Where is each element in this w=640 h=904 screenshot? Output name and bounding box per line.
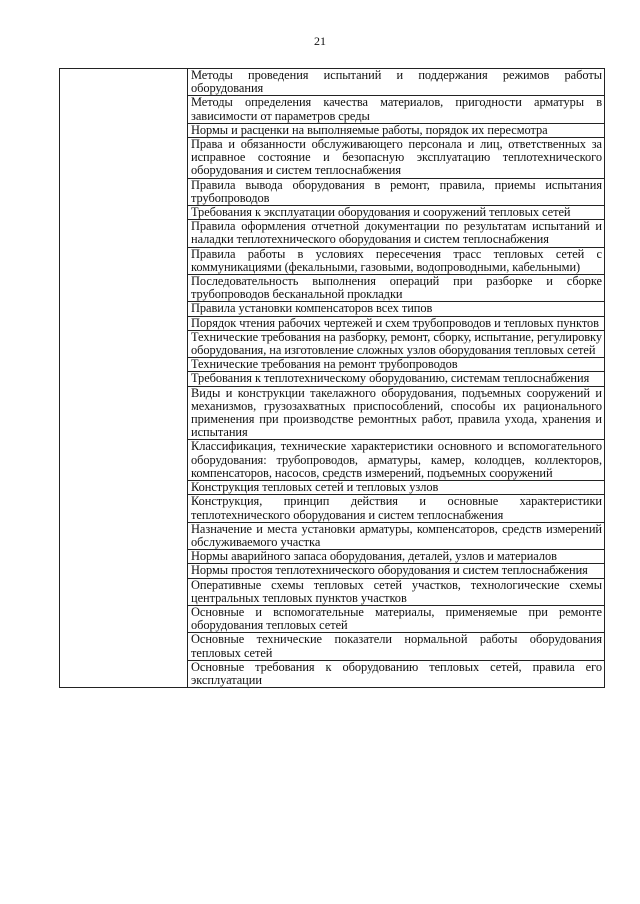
requirement-text: Методы проведения испытаний и поддержания режимов работы оборудования [191,68,602,96]
requirement-text: Основные требования к оборудованию тепловых сетей, правила его эксплуатации [191,659,602,687]
requirement-text: Технические требования на разборку, ремонт, сборку, испытание, регулировку оборудования, на изготовление сложных узлов оборудования тепловых сетей [191,329,602,358]
requirement-text: Правила установки компенсаторов всех типов [191,301,433,316]
requirement-text: Правила работы в условиях пересечения трасс тепловых сетей с коммуникациями (фекальными, газовыми, водопроводными, кабельными) [191,246,602,274]
right-column-cell [188,660,605,687]
right-column-cell [188,138,605,179]
right-column-cell [188,564,605,578]
requirement-text: Требования к эксплуатации оборудования и сооружений тепловых сетей [191,205,571,220]
right-column-cell [188,633,605,660]
requirement-text: Конструкция, принцип действия и основные характеристики теплотехнического оборудования и систем теплоснабжения [191,494,602,522]
requirement-text: Правила вывода оборудования в ремонт, правила, приемы испытания трубопроводов [191,177,602,205]
table-row [60,69,605,96]
requirement-text: Требования к теплотехническому оборудованию, системам теплоснабжения [191,371,590,386]
right-column-cell [188,206,605,220]
requirement-text: Технические требования на ремонт трубопроводов [191,357,458,372]
right-column-cell [188,316,605,330]
right-column-cell [188,550,605,564]
right-column-cell [188,178,605,205]
requirement-text: Виды и конструкции такелажного оборудования, подъемных сооружений и механизмов, грузозахватных приспособлений, способы их рационального применения при производстве ремонтных работ, правила ухода, хранения и испытания [191,385,602,440]
right-column-cell [188,522,605,549]
right-column-cell [188,69,605,96]
requirement-text: Правила оформления отчетной документации по результатам испытаний и наладки теплотехнического оборудования и систем теплоснабжения [191,219,602,247]
requirement-text: Права и обязанности обслуживающего персонала и лиц, ответственных за исправное состояние и безопасную эксплуатацию теплотехнического оборудования и систем теплоснабжения [191,137,602,178]
requirement-text: Конструкция тепловых сетей и тепловых узлов [191,480,439,495]
right-column-cell [188,247,605,274]
requirement-text: Основные и вспомогательные материалы, применяемые при ремонте оборудования тепловых сетей [191,604,602,633]
right-column-cell [188,358,605,372]
requirement-text: Нормы простоя теплотехнического оборудования и систем теплоснабжения [191,563,588,578]
right-column-cell [188,220,605,247]
right-column-cell [188,302,605,316]
right-column-cell [188,330,605,357]
requirement-text: Последовательность выполнения операций при разборке и сборке трубопроводов бесканальной прокладки [191,274,602,302]
right-column-cell [188,495,605,522]
knowledge-table [59,68,605,688]
right-column-cell [188,605,605,632]
right-column-cell [188,372,605,386]
requirement-text: Порядок чтения рабочих чертежей и схем трубопроводов и тепловых пунктов [191,315,599,330]
left-column-cell [60,69,188,688]
right-column-cell [188,481,605,495]
page-number: 21 [314,34,326,48]
requirement-text: Методы определения качества материалов, пригодности арматуры в зависимости от параметров среды [191,95,602,123]
right-column-cell [188,96,605,123]
requirement-text: Нормы аварийного запаса оборудования, деталей, узлов и материалов [191,549,557,564]
knowledge-table-body [60,69,605,688]
requirement-text: Нормы и расценки на выполняемые работы, порядок их пересмотра [191,122,548,137]
requirement-text: Оперативные схемы тепловых сетей участков, технологические схемы центральных тепловых пунктов участков [191,577,602,605]
requirement-text: Назначение и места установки арматуры, компенсаторов, средств измерений обслуживаемого участка [191,521,602,549]
right-column-cell [188,275,605,302]
requirement-text: Классификация, технические характеристики основного и вспомогательного оборудования: трубопроводов, арматуры, камер, колодцев, коллекторов, компенсаторов, насосов, средств измерений, подъемных сооружений [191,439,602,480]
right-column-cell [188,578,605,605]
right-column-cell [188,123,605,137]
right-column-cell [188,386,605,440]
requirement-text: Основные технические показатели нормальной работы оборудования тепловых сетей [191,632,602,660]
right-column-cell [188,440,605,481]
